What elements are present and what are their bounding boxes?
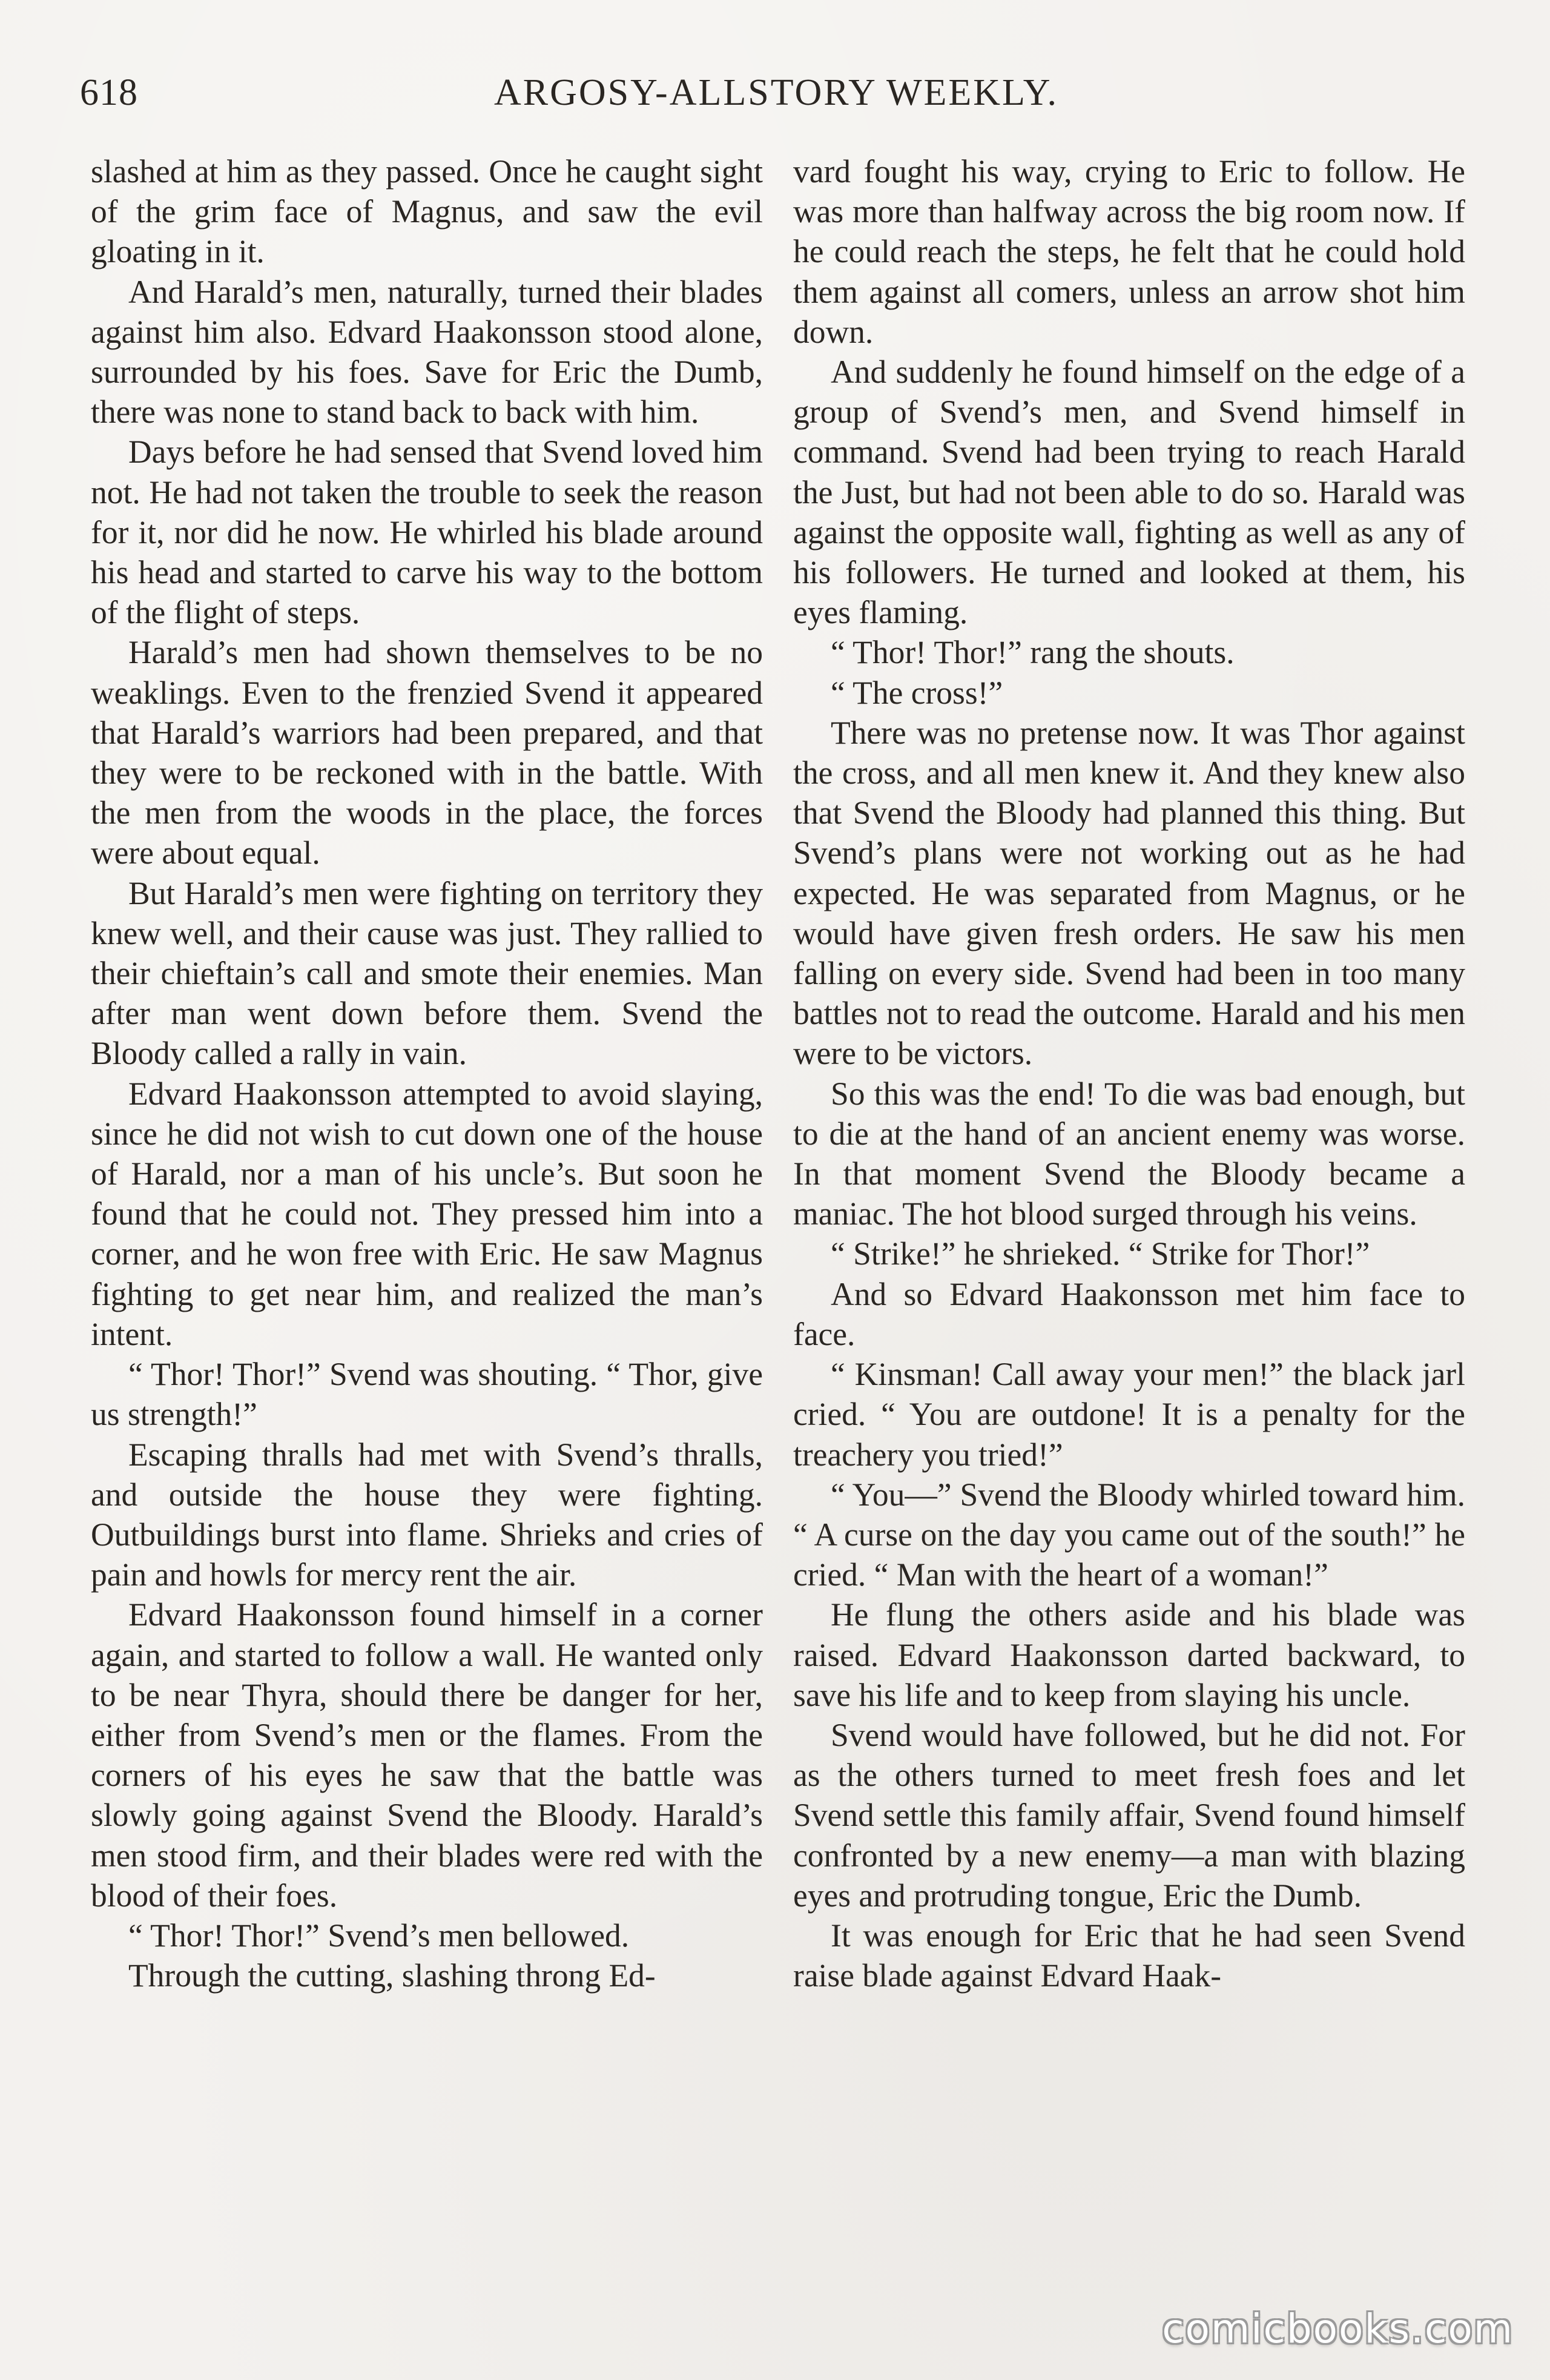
paragraph: “ You—” Svend the Bloody whirled toward him. “ A curse on the day you came out of the south!” he cried. “ Man with the heart of a woman!” [793, 1476, 1465, 1593]
paragraph: Harald’s men had shown themselves to be no weaklings. Even to the frenzied Svend it appeared that Harald’s warriors had been prepared, and that they were to be reckoned with in the battle. With the men from the woods in the place, the forces were about equal. [91, 634, 763, 871]
paragraph: So this was the end! To die was bad enough, but to die at the hand of an ancient enemy was worse. In that moment Svend the Bloody became a maniac. The hot blood surged through his veins. [793, 1075, 1465, 1232]
right-column [793, 151, 1465, 1995]
paragraph: Through the cutting, slashing throng Ed- [128, 1957, 656, 1994]
paragraph: He flung the others aside and his blade was raised. Edvard Haakonsson darted backward, to save his life and to keep from slaying his uncle. [793, 1596, 1465, 1713]
paragraph: “ Thor! Thor!” rang the shouts. [831, 634, 1235, 671]
paragraph: It was enough for Eric that he had seen Svend raise blade against Edvard Haak- [793, 1917, 1465, 1994]
paragraph: Escaping thralls had met with Svend’s thralls, and outside the house they were fighting. Outbuildings burst into flame. Shrieks and cries of pain and howls for mercy rent the air. [91, 1436, 763, 1593]
paragraph: And so Edvard Haakonsson met him face to face. [793, 1275, 1465, 1352]
page-number: 618 [80, 72, 138, 113]
paragraph: Svend would have followed, but he did not. For as the others turned to meet fresh foes and let Svend settle this family affair, Svend found himself confronted by a new enemy—a man with blazing eyes and protruding tongue, Eric the Dumb. [793, 1716, 1465, 1914]
paragraph: “ Kinsman! Call away your men!” the black jarl cried. “ You are outdone! It is a penalty for the treachery you tried!” [793, 1356, 1465, 1473]
paragraph: Edvard Haakonsson found himself in a corner again, and started to follow a wall. He wanted only to be near Thyra, should there be danger for her, either from Svend’s men or the flames. From the corners of his eyes he saw that the battle was slowly going against Svend the Bloody. Harald’s men stood firm, and their blades were red with the blood of their foes. [91, 1596, 763, 1914]
paragraph: “ Strike!” he shrieked. “ Strike for Thor!” [831, 1235, 1370, 1272]
running-title: ARGOSY-ALLSTORY WEEKLY. [493, 72, 1058, 113]
paragraph: But Harald’s men were fighting on territory they knew well, and their cause was just. They rallied to their chieftain’s call and smote their enemies. Man after man went down before them. Svend the Bloody called a rally in vain. [91, 874, 763, 1072]
paragraph: slashed at him as they passed. Once he caught sight of the grim face of Magnus, and saw the evil gloating in it. [91, 153, 763, 270]
paragraph: Edvard Haakonsson attempted to avoid slaying, since he did not wish to cut down one of the house of Harald, nor a man of his uncle’s. But soon he found that he could not. They pressed him into a corner, and he won free with Eric. He saw Magnus fighting to get near him, and realized the man’s intent. [91, 1075, 763, 1352]
paragraph: “ Thor! Thor!” Svend’s men bellowed. [128, 1917, 630, 1954]
paragraph: vard fought his way, crying to Eric to follow. He was more than halfway across the big room now. If he could reach the steps, he felt that he could hold them against all comers, unless an arrow shot him down. [793, 153, 1465, 350]
paragraph: There was no pretense now. It was Thor against the cross, and all men knew it. And they knew also that Svend the Bloody had planned this thing. But Svend’s plans were not working out as he had expected. He was separated from Magnus, or he would have given fresh orders. He saw his men falling on every side. Svend had been in too many battles not to read the outcome. Harald and his men were to be victors. [793, 714, 1465, 1072]
paragraph: Days before he had sensed that Svend loved him not. He had not taken the trouble to seek the reason for it, nor did he now. He whirled his blade around his head and started to carve his way to the bottom of the flight of steps. [91, 434, 763, 631]
paragraph: “ The cross!” [831, 674, 1003, 711]
left-column [91, 151, 763, 1995]
page-header [80, 71, 1472, 126]
paragraph: And suddenly he found himself on the edge of a group of Svend’s men, and Svend himself in command. Svend had been trying to reach Harald the Just, but had not been able to do so. Harald was against the opposite wall, fighting as well as any of his followers. He turned and looked at them, his eyes flaming. [793, 354, 1465, 631]
paragraph: “ Thor! Thor!” Svend was shouting. “ Thor, give us strength!” [91, 1356, 763, 1433]
paragraph: And Harald’s men, naturally, turned their blades against him also. Edvard Haakonsson stood alone, surrounded by his foes. Save for Eric the Dumb, there was none to stand back to back with him. [91, 273, 763, 431]
watermark-logo: comicbooks.com [1162, 2306, 1514, 2352]
